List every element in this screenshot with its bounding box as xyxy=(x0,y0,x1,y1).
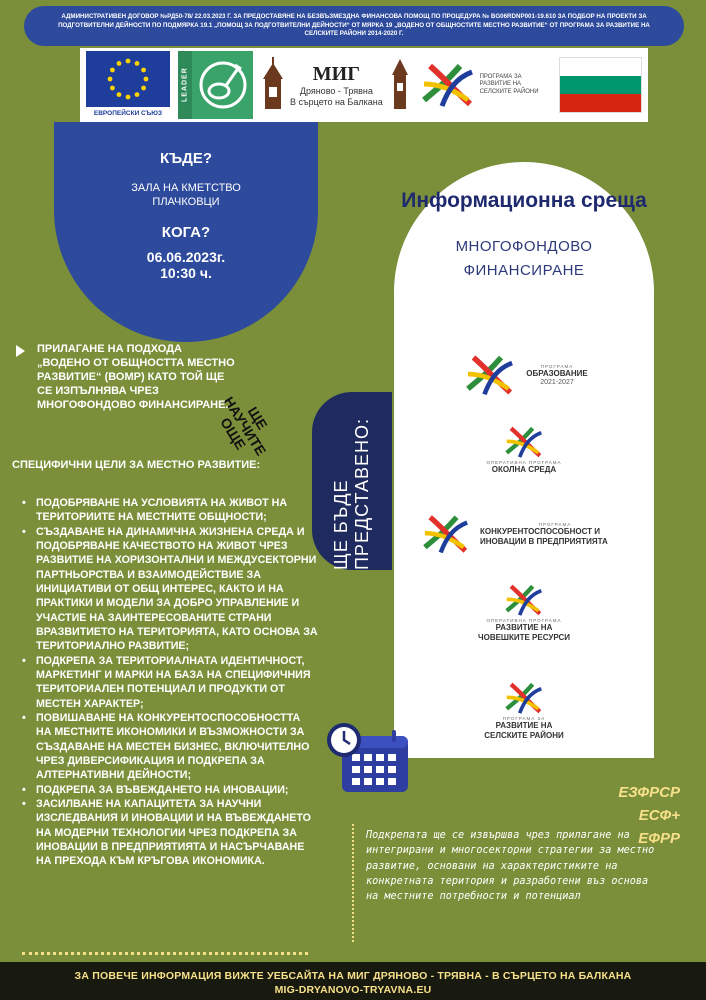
programme-education xyxy=(394,352,654,398)
goal-item: • ЗАСИЛВАНЕ НА КАПАЦИТЕТА ЗА НАУЧНИ ИЗСЛЕДВАНИЯ И ИНОВАЦИИ И НА ВЪВЕЖДАНЕТО НА МОДЕРНИ ТЕХНОЛОГИИ ЧРЕЗ ПОДКРЕПА ЗА ИНОВАЦИИ В ПРЕДПРИЯТИЯТА И НАСЪРЧАВАНЕ НА ПРЕХОДА КЪМ КРЪГОВА ИКОНОМИКА. xyxy=(20,797,318,869)
approach-section xyxy=(16,342,266,412)
programme-caption: ОПЕРАТИВНА ПРОГРАМА xyxy=(486,460,562,465)
presented-label: ЩЕ БЪДЕ ПРЕДСТАВЕНО: xyxy=(331,418,372,570)
church-icon xyxy=(261,57,285,113)
contract-banner xyxy=(24,6,684,46)
fund-item: ЕСФ+ xyxy=(638,806,680,824)
programme-name: ОБРАЗОВАНИЕ xyxy=(526,369,588,379)
support-text: Подкрепата ще се извършва чрез прилагане на интегрирани и многосекторни стратегии за местно развитие, основани на характеристиките на конкретната територия и разработени въз основа на местните потребности и потенциал xyxy=(366,830,655,903)
programme-name-line1: РАЗВИТИЕ НА xyxy=(495,623,553,632)
goals-title: СПЕЦИФИЧНИ ЦЕЛИ ЗА МЕСТНО РАЗВИТИЕ: xyxy=(12,459,261,471)
goal-item: • ПОДКРЕПА ЗА ТЕРИТОРИАЛНАТА ИДЕНТИЧНОСТ, МАРКЕТИНГ И МАРКИ НА БАЗА НА СПЕЦИФИЧНИЯ ТЕРИТОРИАЛЕН ПОТЕНЦИАЛ И ПРОДУКТИ ОТ МЕСТЕН ХАРАКТЕР; xyxy=(20,654,318,711)
programme-caption: ОПЕРАТИВНА ПРОГРАМА xyxy=(486,618,562,623)
leader-logo xyxy=(178,51,253,119)
dotted-divider-horizontal xyxy=(22,952,308,955)
mig-subtitle-1: Дряново - Трявна xyxy=(299,85,373,96)
programme-competitiveness xyxy=(394,512,654,556)
event-details xyxy=(54,122,318,342)
programme-caption: ПРОГРАМА xyxy=(538,521,572,527)
programme-emblem-icon xyxy=(502,424,546,460)
when-label: КОГА? xyxy=(161,223,211,241)
where-label: КЪДЕ? xyxy=(159,150,213,167)
bulgarian-flag-icon xyxy=(559,57,642,113)
programme-emblem-icon xyxy=(418,512,474,556)
programme-name: КОНКУРЕНТОСПОСОБНОСТ И ИНОВАЦИИ В ПРЕДПРИЯТИЯТА xyxy=(480,526,608,546)
meeting-title: Информационна среща xyxy=(401,189,647,212)
where-value: ЗАЛА НА КМЕТСТВО ПЛАЧКОВЦИ xyxy=(131,182,241,209)
programme-years: 2021-2027 xyxy=(540,378,574,386)
programme-name-line2: ЧОВЕШКИТЕ РЕСУРСИ xyxy=(477,632,571,642)
flag-stripe-green xyxy=(560,76,641,94)
programme-rural-development xyxy=(394,680,654,740)
eu-caption: ЕВРОПЕЙСКИ СЪЮЗ xyxy=(93,110,163,117)
approach-text: ПРИЛАГАНЕ НА ПОДХОДА „ВОДЕНО ОТ ОБЩНОСТТА МЕСТНО РАЗВИТИЕ“ (ВОМР) КАТО ТОЙ ЩЕ СЕ ИЗПЪЛНЯВА ЧРЕЗ МНОГОФОНДОВО ФИНАНСИРАНЕ. xyxy=(37,343,235,412)
event-time: 10:30 ч. xyxy=(160,265,212,282)
mig-title: МИГ xyxy=(312,62,360,85)
eu-flag-icon xyxy=(86,51,170,107)
footer xyxy=(0,962,706,1000)
dotted-divider-vertical xyxy=(352,824,354,942)
rdp-line2: РАЗВИТИЕ НА xyxy=(479,81,522,88)
goal-item: • ПОДОБРЯВАНЕ НА УСЛОВИЯТА НА ЖИВОТ НА ТЕРИТОРИИТЕ НА МЕСТНИТЕ ОБЩНОСТИ; xyxy=(20,496,318,525)
goal-item: • ПОДКРЕПА ЗА ВЪВЕЖДАНЕТО НА ИНОВАЦИИ; xyxy=(20,783,318,797)
fund-item: ЕЗФРСР xyxy=(618,784,680,801)
programme-emblem-icon xyxy=(502,582,546,618)
eu-logo xyxy=(86,51,170,119)
meeting-subtitle: МНОГОФОНДОВО ФИНАНСИРАНЕ xyxy=(455,238,593,279)
programme-caption: ПРОГРАМА ЗА xyxy=(502,716,546,721)
programme-human-resources xyxy=(394,582,654,642)
learn-label: ЩЕ НАУЧИТЕ ОЩЕ xyxy=(216,393,271,459)
rdp-line1: ПРОГРАМА ЗА xyxy=(479,73,522,80)
flag-stripe-white xyxy=(560,58,641,76)
programme-emblem-icon xyxy=(420,60,476,110)
programme-name-line2: СЕЛСКИТЕ РАЙОНИ xyxy=(484,730,564,740)
meeting-panel xyxy=(394,162,654,758)
tower-icon xyxy=(388,57,412,113)
contract-text: АДМИНИСТРАТИВЕН ДОГОВОР №РД50-78/ 22.03.2023 Г. ЗА ПРЕДОСТАВЯНЕ НА БЕЗВЪЗМЕЗДНА ФИНАНСОВА ПОМОЩ ПО ПРОЦЕДУРА № BG06RDNP001-19.610 ЗА ПОДБОР НА ПРОЕКТИ ЗА ПОДГОТВИТЕЛНИ ДЕЙНОСТИ ПО ПОДМЯРКА 19.1 „ПОМОЩ ЗА ПОДГОТВИТЕЛНИ ДЕЙНОСТИ“ ОТ МЯРКА 19 „ВОДЕНО ОТ ОБЩНОСТИТЕ МЕСТНО РАЗВИТИЕ“ ОТ ПРОГРАМА ЗА РАЗВИТИЕ НА СЕЛСКИТЕ РАЙОНИ 2014-2020 Г. xyxy=(58,13,650,38)
play-icon xyxy=(16,345,25,357)
programme-emblem-icon xyxy=(460,352,520,398)
mig-logo xyxy=(261,51,411,119)
programme-environment xyxy=(394,424,654,475)
programme-caption: ПРОГРАМА xyxy=(540,364,574,370)
leader-label: LEADER xyxy=(178,51,192,119)
rdp-line3: СЕЛСКИТЕ РАЙОНИ xyxy=(479,88,539,95)
mig-subtitle-2: В сърцето на Балкана xyxy=(290,96,383,107)
event-date: 06.06.2023г. xyxy=(146,248,226,265)
flag-stripe-red xyxy=(560,94,641,112)
programme-name: ОКОЛНА СРЕДА xyxy=(491,465,557,474)
presented-label-pill xyxy=(312,392,392,570)
fund-item: ЕФРР xyxy=(638,829,680,847)
goals-list xyxy=(20,496,318,869)
footer-info: ЗА ПОВЕЧЕ ИНФОРМАЦИЯ ВИЖТЕ УЕБСАЙТА НА МИГ ДРЯНОВО - ТРЯВНА - В СЪРЦЕТО НА БАЛКАНА xyxy=(74,970,632,982)
goal-item: • СЪЗДАВАНЕ НА ДИНАМИЧНА ЖИЗНЕНА СРЕДА И ПОДОБРЯВАНЕ КАЧЕСТВОТО НА ЖИВОТ ЧРЕЗ РАЗВИТИЕ НА ХОРИЗОНТАЛНИ И МЕЖДУСЕКТОРНИ ПАРТНЬОРСТВА И ВЗАИМОДЕЙСТВИЕ ЗА ИНИЦИАТИВИ ОТ ОБЩ ИНТЕРЕС, КАКТО И НА ПРАКТИКИ И МОДЕЛИ ЗА ДОБРО УПРАВЛЕНИЕ И УЧАСТИЕ НА ЗАИНТЕРЕСОВАНИТЕ СТРАНИ ВРАЗВИТИЕТО НА ТЕРИТОРИЯТА, КАТО ОСНОВА ЗА ТЕРИТОРИАЛНО РАЗВИТИЕ; xyxy=(20,525,318,654)
rdp-logo xyxy=(420,51,552,119)
calendar-clock-icon xyxy=(326,722,410,794)
goal-item: • ПОВИШАВАНЕ НА КОНКУРЕНТОСПОСОБНОСТТА НА МЕСТНИТЕ ИКОНОМИКИ И ВЪЗМОЖНОСТИ ЗА СЪЗДАВАНЕ НА МЕСТЕН БИЗНЕС, ВКЛЮЧИТЕЛНО ЧРЕЗ ДИВЕРСИФИКАЦИЯ И ПОДКРЕПА ЗА АЛТЕРНАТИВНИ ДЕЙНОСТИ; xyxy=(20,711,318,783)
footer-website-link[interactable]: MIG-DRYANOVO-TRYAVNA.EU xyxy=(274,984,432,997)
leader-emblem-icon xyxy=(192,51,253,119)
logo-strip xyxy=(80,48,648,122)
programme-name-line1: РАЗВИТИЕ НА xyxy=(495,721,553,730)
programme-emblem-icon xyxy=(502,680,546,716)
